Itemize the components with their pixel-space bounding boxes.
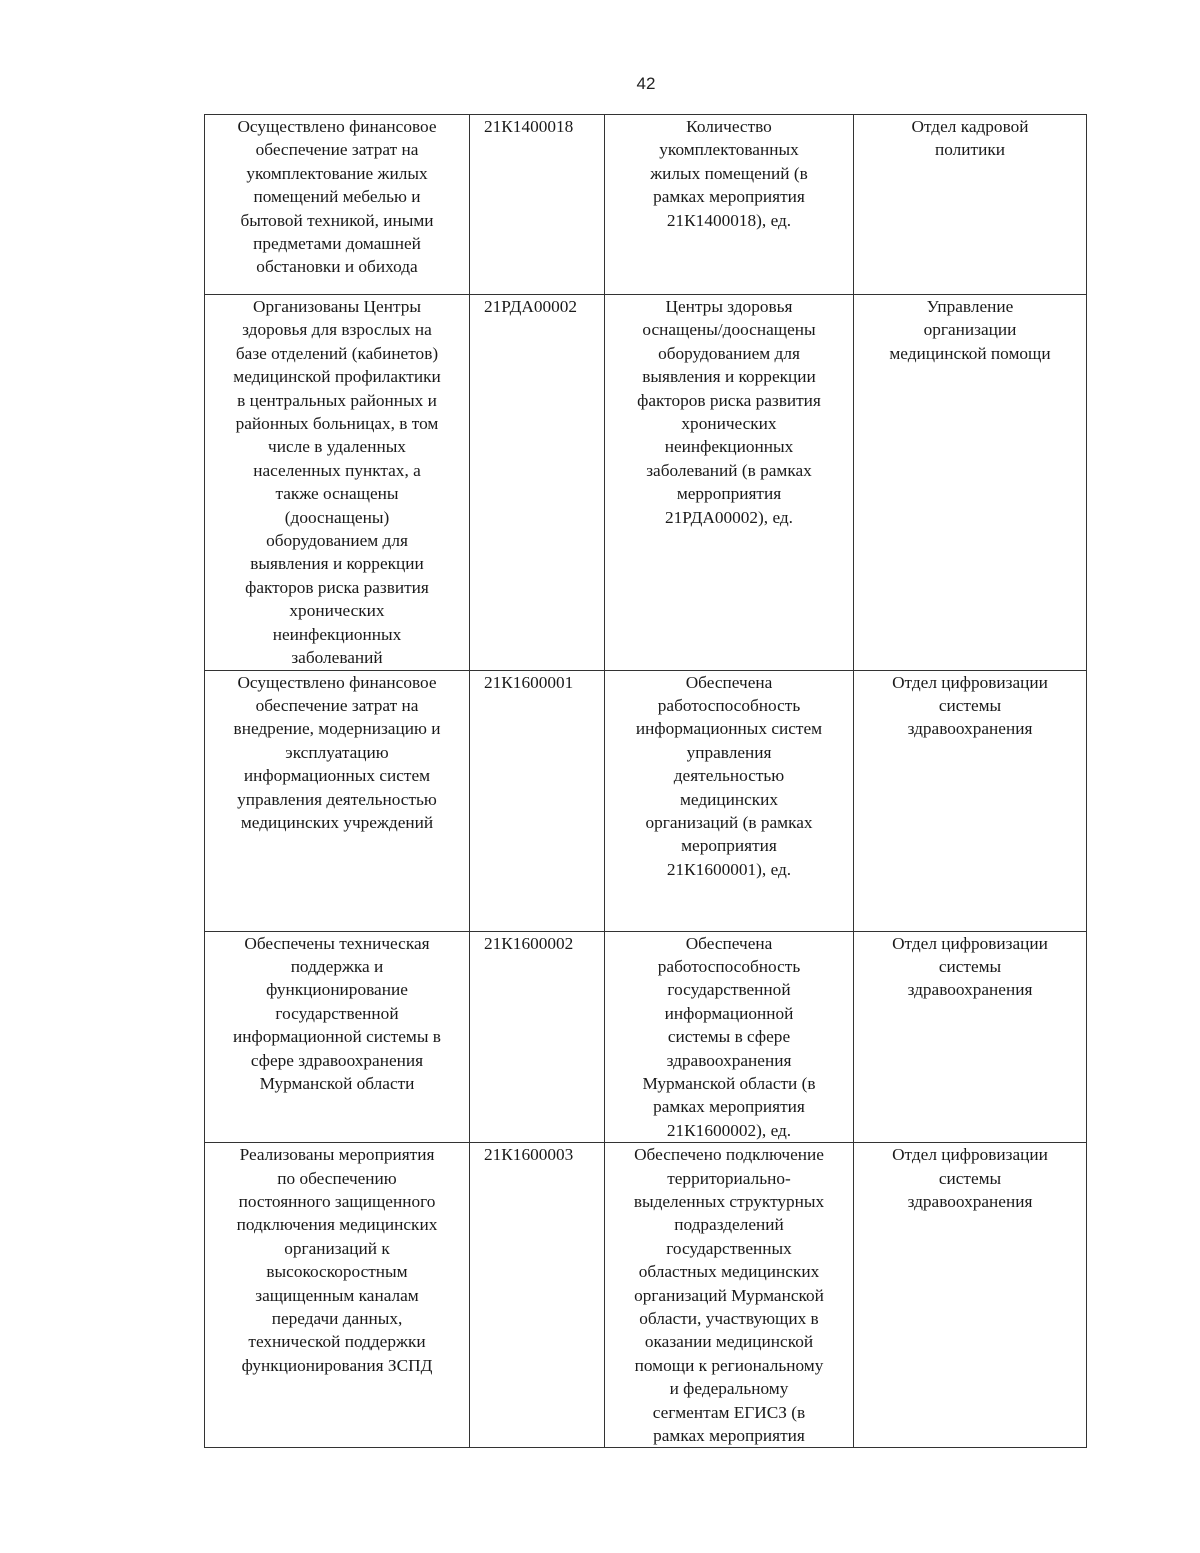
table-row <box>205 670 1087 931</box>
indicator-cell: Центры здоровья оснащены/дооснащены оборудованием для выявления и коррекции факторов риска развития хронических неинфекционных заболеваний (в рамках мерроприятия 21РДА00002), ед. <box>605 295 854 671</box>
code-cell: 21К1400018 <box>470 115 605 295</box>
code-cell: 21К1600001 <box>470 670 605 931</box>
table-row <box>205 931 1087 1143</box>
code-cell: 21К1600002 <box>470 931 605 1143</box>
code-cell: 21РДА00002 <box>470 295 605 671</box>
responsible-cell: Отдел цифровизации системы здравоохранения <box>854 670 1087 931</box>
indicator-cell: Обеспечена работоспособность государственной информационной системы в сфере здравоохранения Мурманской области (в рамках мероприятия 21К1600002), ед. <box>605 931 854 1143</box>
result-cell: Обеспечены техническая поддержка и функционирование государственной информационной системы в сфере здравоохранения Мурманской области <box>205 931 470 1143</box>
table-row <box>205 295 1087 671</box>
result-cell: Организованы Центры здоровья для взрослых на базе отделений (кабинетов) медицинской профилактики в центральных районных и районных больницах, в том числе в удаленных населенных пунктах, а также оснащены (дооснащены) оборудованием для выявления и коррекции факторов риска развития хронических неинфекционных заболеваний <box>205 295 470 671</box>
result-cell: Осуществлено финансовое обеспечение затрат на внедрение, модернизацию и эксплуатацию информационных систем управления деятельностью медицинских учреждений <box>205 670 470 931</box>
indicator-cell: Обеспечена работоспособность информационных систем управления деятельностью медицинских организаций (в рамках мероприятия 21К1600001), ед. <box>605 670 854 931</box>
responsible-cell: Управление организации медицинской помощи <box>854 295 1087 671</box>
code-cell: 21К1600003 <box>470 1143 605 1448</box>
result-cell: Реализованы мероприятия по обеспечению постоянного защищенного подключения медицинских организаций к высокоскоростным защищенным каналам передачи данных, технической поддержки функционирования ЗСПД <box>205 1143 470 1448</box>
table-row <box>205 115 1087 295</box>
page-number: 42 <box>636 74 656 93</box>
responsible-cell: Отдел цифровизации системы здравоохранения <box>854 931 1087 1143</box>
result-cell: Осуществлено финансовое обеспечение затрат на укомплектование жилых помещений мебелью и бытовой техникой, иными предметами домашней обстановки и обихода <box>205 115 470 295</box>
responsible-cell: Отдел цифровизации системы здравоохранения <box>854 1143 1087 1448</box>
responsible-cell: Отдел кадровой политики <box>854 115 1087 295</box>
measures-table <box>204 114 1087 1448</box>
indicator-cell: Количество укомплектованных жилых помещений (в рамках мероприятия 21К1400018), ед. <box>605 115 854 295</box>
table-row <box>205 1143 1087 1448</box>
indicator-cell: Обеспечено подключение территориально- выделенных структурных подразделений государственных областных медицинских организаций Мурманской области, участвующих в оказании медицинской помощи к региональному и федеральному сегментам ЕГИСЗ (в рамках мероприятия <box>605 1143 854 1448</box>
